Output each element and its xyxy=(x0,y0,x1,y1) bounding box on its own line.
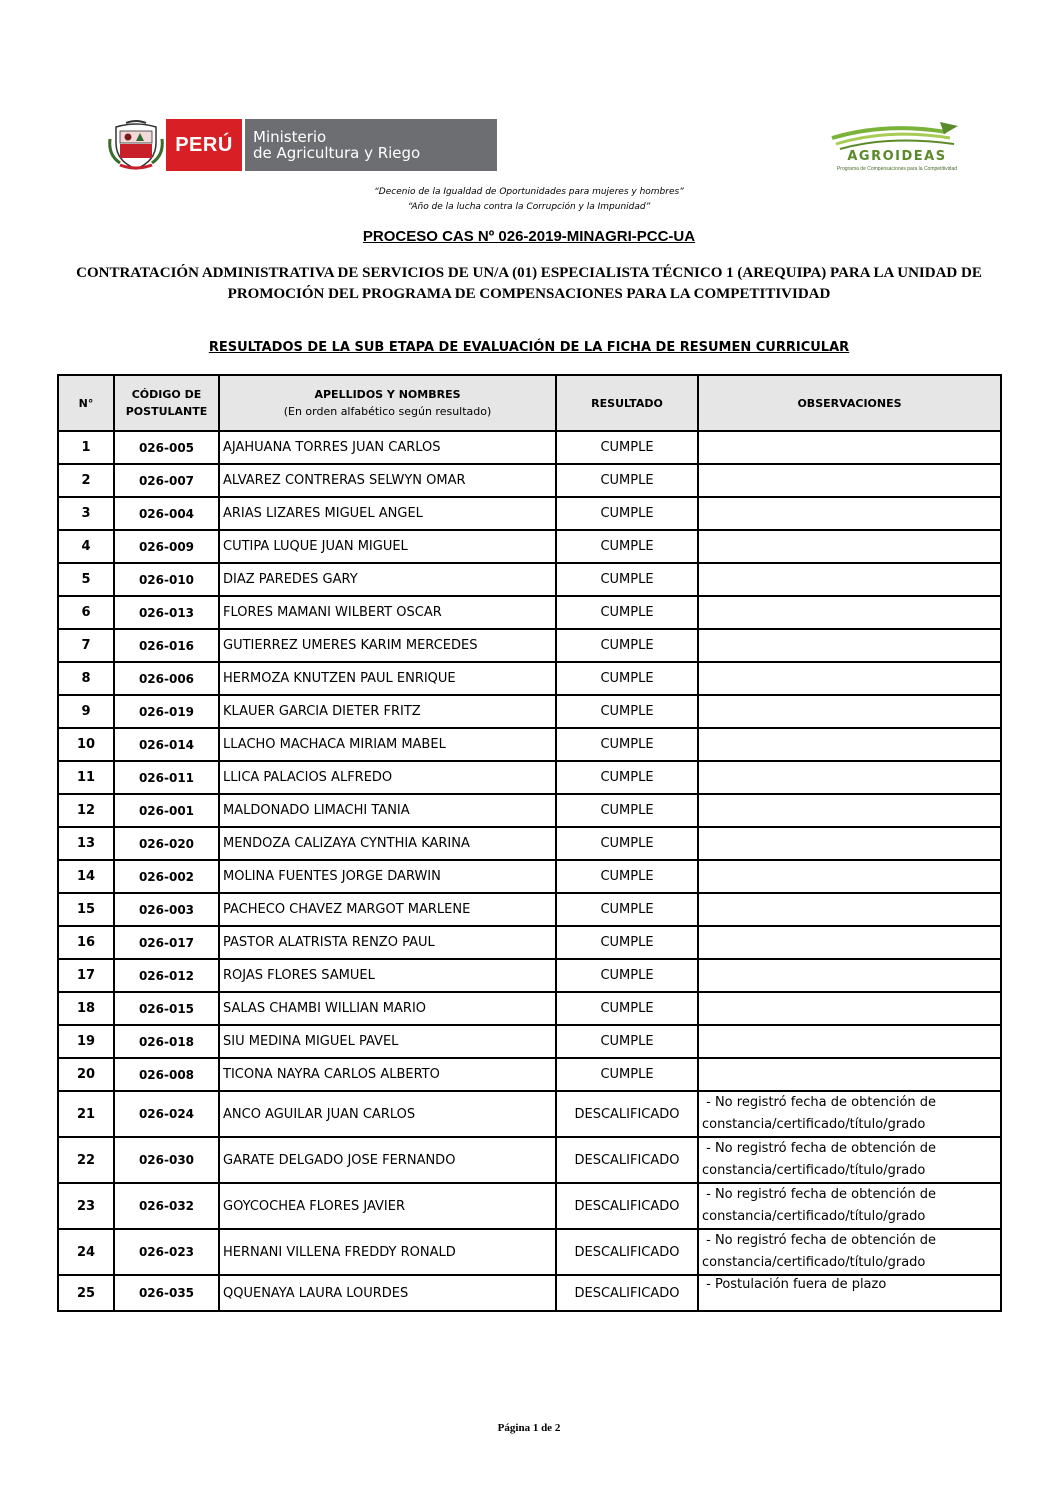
applicant-name: AJAHUANA TORRES JUAN CARLOS xyxy=(219,431,556,464)
observations-cell xyxy=(698,695,1001,728)
applicant-code: 026-024 xyxy=(114,1091,219,1137)
applicant-code: 026-014 xyxy=(114,728,219,761)
observations-cell xyxy=(698,1058,1001,1091)
result-cell: CUMPLE xyxy=(556,926,698,959)
applicant-name: ROJAS FLORES SAMUEL xyxy=(219,959,556,992)
observations-cell xyxy=(698,827,1001,860)
header-obs: OBSERVACIONES xyxy=(698,375,1001,431)
table-row xyxy=(58,794,1001,827)
result-cell: DESCALIFICADO xyxy=(556,1137,698,1183)
applicant-code: 026-016 xyxy=(114,629,219,662)
result-cell: CUMPLE xyxy=(556,893,698,926)
header-name-line-2: (En orden alfabético según resultado) xyxy=(283,405,492,418)
applicant-code: 026-032 xyxy=(114,1183,219,1229)
observations-cell xyxy=(698,728,1001,761)
row-number: 7 xyxy=(58,629,114,662)
row-number: 10 xyxy=(58,728,114,761)
process-title: PROCESO CAS Nº 026-2019-MINAGRI-PCC-UA xyxy=(362,228,696,245)
applicant-name: HERMOZA KNUTZEN PAUL ENRIQUE xyxy=(219,662,556,695)
applicant-name: SALAS CHAMBI WILLIAN MARIO xyxy=(219,992,556,1025)
result-cell: CUMPLE xyxy=(556,827,698,860)
observations-cell xyxy=(698,1025,1001,1058)
row-number: 21 xyxy=(58,1091,114,1137)
result-cell: DESCALIFICADO xyxy=(556,1275,698,1311)
table-row xyxy=(58,1275,1001,1311)
result-cell: DESCALIFICADO xyxy=(556,1091,698,1137)
applicant-code: 026-006 xyxy=(114,662,219,695)
table-row xyxy=(58,497,1001,530)
ministry-logo xyxy=(106,119,497,171)
agroideas-name: AGROIDEAS xyxy=(847,149,947,164)
agroideas-swoosh-icon xyxy=(826,118,966,150)
applicant-name: MENDOZA CALIZAYA CYNTHIA KARINA xyxy=(219,827,556,860)
contract-title-line-2: PROMOCIÓN DEL PROGRAMA DE COMPENSACIONES PARA LA COMPETITIVIDAD xyxy=(227,286,831,302)
applicant-name: SIU MEDINA MIGUEL PAVEL xyxy=(219,1025,556,1058)
applicant-code: 026-035 xyxy=(114,1275,219,1311)
table-header-row xyxy=(58,375,1001,431)
table-row xyxy=(58,728,1001,761)
applicant-name: TICONA NAYRA CARLOS ALBERTO xyxy=(219,1058,556,1091)
table-row xyxy=(58,1058,1001,1091)
table-row xyxy=(58,992,1001,1025)
applicant-code: 026-004 xyxy=(114,497,219,530)
result-cell: CUMPLE xyxy=(556,992,698,1025)
result-cell: CUMPLE xyxy=(556,596,698,629)
motto-line-2: “Año de la lucha contra la Corrupción y la Impunidad” xyxy=(407,202,651,212)
applicant-name: DIAZ PAREDES GARY xyxy=(219,563,556,596)
result-cell: CUMPLE xyxy=(556,1025,698,1058)
result-cell: CUMPLE xyxy=(556,1058,698,1091)
applicant-name: GUTIERREZ UMERES KARIM MERCEDES xyxy=(219,629,556,662)
row-number: 24 xyxy=(58,1229,114,1275)
applicant-code: 026-007 xyxy=(114,464,219,497)
applicant-code: 026-018 xyxy=(114,1025,219,1058)
header-result: RESULTADO xyxy=(556,375,698,431)
observations-cell xyxy=(698,464,1001,497)
observations-cell xyxy=(698,1183,1001,1229)
applicant-code: 026-008 xyxy=(114,1058,219,1091)
table-row xyxy=(58,1183,1001,1229)
header-code xyxy=(114,375,219,431)
applicant-code: 026-020 xyxy=(114,827,219,860)
applicant-code: 026-005 xyxy=(114,431,219,464)
table-row xyxy=(58,761,1001,794)
row-number: 3 xyxy=(58,497,114,530)
row-number: 5 xyxy=(58,563,114,596)
observations-cell xyxy=(698,662,1001,695)
table-row xyxy=(58,662,1001,695)
result-cell: CUMPLE xyxy=(556,959,698,992)
result-cell: CUMPLE xyxy=(556,662,698,695)
applicant-code: 026-017 xyxy=(114,926,219,959)
applicant-name: PASTOR ALATRISTA RENZO PAUL xyxy=(219,926,556,959)
applicant-name: LLACHO MACHACA MIRIAM MABEL xyxy=(219,728,556,761)
result-cell: CUMPLE xyxy=(556,497,698,530)
applicant-code: 026-015 xyxy=(114,992,219,1025)
observations-cell xyxy=(698,860,1001,893)
observations-cell xyxy=(698,596,1001,629)
applicant-name: QQUENAYA LAURA LOURDES xyxy=(219,1275,556,1311)
applicant-code: 026-010 xyxy=(114,563,219,596)
applicant-code: 026-030 xyxy=(114,1137,219,1183)
observations-cell xyxy=(698,992,1001,1025)
row-number: 4 xyxy=(58,530,114,563)
observation-line: - No registró fecha de obtención de xyxy=(702,1233,937,1248)
applicant-code: 026-012 xyxy=(114,959,219,992)
page-number: Página 1 de 2 xyxy=(497,1422,561,1434)
applicant-name: LLICA PALACIOS ALFREDO xyxy=(219,761,556,794)
applicant-name: KLAUER GARCIA DIETER FRITZ xyxy=(219,695,556,728)
observation-line: constancia/certificado/título/grado xyxy=(702,1209,926,1224)
observations-cell xyxy=(698,1137,1001,1183)
applicant-code: 026-011 xyxy=(114,761,219,794)
applicant-name: ARIAS LIZARES MIGUEL ANGEL xyxy=(219,497,556,530)
table-row xyxy=(58,827,1001,860)
table-row xyxy=(58,563,1001,596)
table-row xyxy=(58,596,1001,629)
observations-cell xyxy=(698,1091,1001,1137)
observation-line: constancia/certificado/título/grado xyxy=(702,1163,926,1178)
header-name xyxy=(219,375,556,431)
applicant-name: PACHECO CHAVEZ MARGOT MARLENE xyxy=(219,893,556,926)
observations-cell xyxy=(698,1275,1001,1311)
ministry-line-2: de Agricultura y Riego xyxy=(253,144,421,162)
table-row xyxy=(58,860,1001,893)
ministry-name xyxy=(242,119,497,171)
observations-cell xyxy=(698,431,1001,464)
row-number: 25 xyxy=(58,1275,114,1311)
observations-cell xyxy=(698,794,1001,827)
applicant-name: GARATE DELGADO JOSE FERNANDO xyxy=(219,1137,556,1183)
table-row xyxy=(58,893,1001,926)
table-row xyxy=(58,530,1001,563)
row-number: 23 xyxy=(58,1183,114,1229)
applicant-name: ALVAREZ CONTRERAS SELWYN OMAR xyxy=(219,464,556,497)
result-cell: DESCALIFICADO xyxy=(556,1183,698,1229)
ministry-line-1: Ministerio xyxy=(253,128,327,146)
contract-title xyxy=(56,263,1002,305)
applicant-code: 026-023 xyxy=(114,1229,219,1275)
observation-line: - No registró fecha de obtención de xyxy=(702,1095,937,1110)
observations-cell xyxy=(698,563,1001,596)
table-row xyxy=(58,431,1001,464)
result-cell: CUMPLE xyxy=(556,794,698,827)
header-num: N° xyxy=(58,375,114,431)
table-row xyxy=(58,1025,1001,1058)
table-row xyxy=(58,959,1001,992)
peru-label: PERÚ xyxy=(166,119,242,171)
row-number: 22 xyxy=(58,1137,114,1183)
coat-of-arms-icon xyxy=(106,119,166,171)
applicant-code: 026-013 xyxy=(114,596,219,629)
applicant-name: FLORES MAMANI WILBERT OSCAR xyxy=(219,596,556,629)
agroideas-logo xyxy=(826,118,966,178)
observation-line: constancia/certificado/título/grado xyxy=(702,1255,926,1270)
table-row xyxy=(58,926,1001,959)
result-cell: DESCALIFICADO xyxy=(556,1229,698,1275)
row-number: 1 xyxy=(58,431,114,464)
result-cell: CUMPLE xyxy=(556,695,698,728)
applicant-code: 026-003 xyxy=(114,893,219,926)
result-cell: CUMPLE xyxy=(556,563,698,596)
table-row xyxy=(58,1229,1001,1275)
applicant-code: 026-001 xyxy=(114,794,219,827)
observations-cell xyxy=(698,893,1001,926)
applicant-name: ANCO AGUILAR JUAN CARLOS xyxy=(219,1091,556,1137)
applicant-name: MALDONADO LIMACHI TANIA xyxy=(219,794,556,827)
observations-cell xyxy=(698,926,1001,959)
result-cell: CUMPLE xyxy=(556,464,698,497)
contract-title-line-1: CONTRATACIÓN ADMINISTRATIVA DE SERVICIOS DE UN/A (01) ESPECIALISTA TÉCNICO 1 (AREQUIPA) PARA LA UNIDAD DE xyxy=(76,265,982,281)
header-code-line-1: CÓDIGO DE xyxy=(131,388,202,401)
table-row xyxy=(58,1091,1001,1137)
observations-cell xyxy=(698,497,1001,530)
observation-line: constancia/certificado/título/grado xyxy=(702,1117,926,1132)
result-cell: CUMPLE xyxy=(556,530,698,563)
row-number: 13 xyxy=(58,827,114,860)
motto-line-1: “Decenio de la Igualdad de Oportunidades para mujeres y hombres” xyxy=(374,187,684,197)
row-number: 2 xyxy=(58,464,114,497)
row-number: 9 xyxy=(58,695,114,728)
result-cell: CUMPLE xyxy=(556,761,698,794)
row-number: 12 xyxy=(58,794,114,827)
results-table xyxy=(57,374,1002,1312)
row-number: 16 xyxy=(58,926,114,959)
table-row xyxy=(58,629,1001,662)
result-cell: CUMPLE xyxy=(556,728,698,761)
applicant-code: 026-002 xyxy=(114,860,219,893)
applicant-name: GOYCOCHEA FLORES JAVIER xyxy=(219,1183,556,1229)
observations-cell xyxy=(698,629,1001,662)
result-cell: CUMPLE xyxy=(556,629,698,662)
observations-cell xyxy=(698,761,1001,794)
observation-line: - No registró fecha de obtención de xyxy=(702,1141,937,1156)
row-number: 19 xyxy=(58,1025,114,1058)
applicant-name: CUTIPA LUQUE JUAN MIGUEL xyxy=(219,530,556,563)
observations-cell xyxy=(698,959,1001,992)
row-number: 17 xyxy=(58,959,114,992)
table-row xyxy=(58,464,1001,497)
observation-line: - Postulación fuera de plazo xyxy=(702,1277,887,1292)
row-number: 14 xyxy=(58,860,114,893)
applicant-code: 026-009 xyxy=(114,530,219,563)
row-number: 11 xyxy=(58,761,114,794)
applicant-name: MOLINA FUENTES JORGE DARWIN xyxy=(219,860,556,893)
agroideas-tagline: Programa de Compensaciones para la Competitividad xyxy=(836,166,958,172)
row-number: 8 xyxy=(58,662,114,695)
row-number: 15 xyxy=(58,893,114,926)
row-number: 6 xyxy=(58,596,114,629)
table-row xyxy=(58,695,1001,728)
observations-cell xyxy=(698,1229,1001,1275)
observation-line: - No registró fecha de obtención de xyxy=(702,1187,937,1202)
observations-cell xyxy=(698,530,1001,563)
result-cell: CUMPLE xyxy=(556,860,698,893)
row-number: 20 xyxy=(58,1058,114,1091)
applicant-name: HERNANI VILLENA FREDDY RONALD xyxy=(219,1229,556,1275)
row-number: 18 xyxy=(58,992,114,1025)
table-row xyxy=(58,1137,1001,1183)
header-code-line-2: POSTULANTE xyxy=(125,405,208,418)
applicant-code: 026-019 xyxy=(114,695,219,728)
section-title: RESULTADOS DE LA SUB ETAPA DE EVALUACIÓN DE LA FICHA DE RESUMEN CURRICULAR xyxy=(208,340,850,355)
result-cell: CUMPLE xyxy=(556,431,698,464)
header-name-line-1: APELLIDOS Y NOMBRES xyxy=(314,388,461,401)
